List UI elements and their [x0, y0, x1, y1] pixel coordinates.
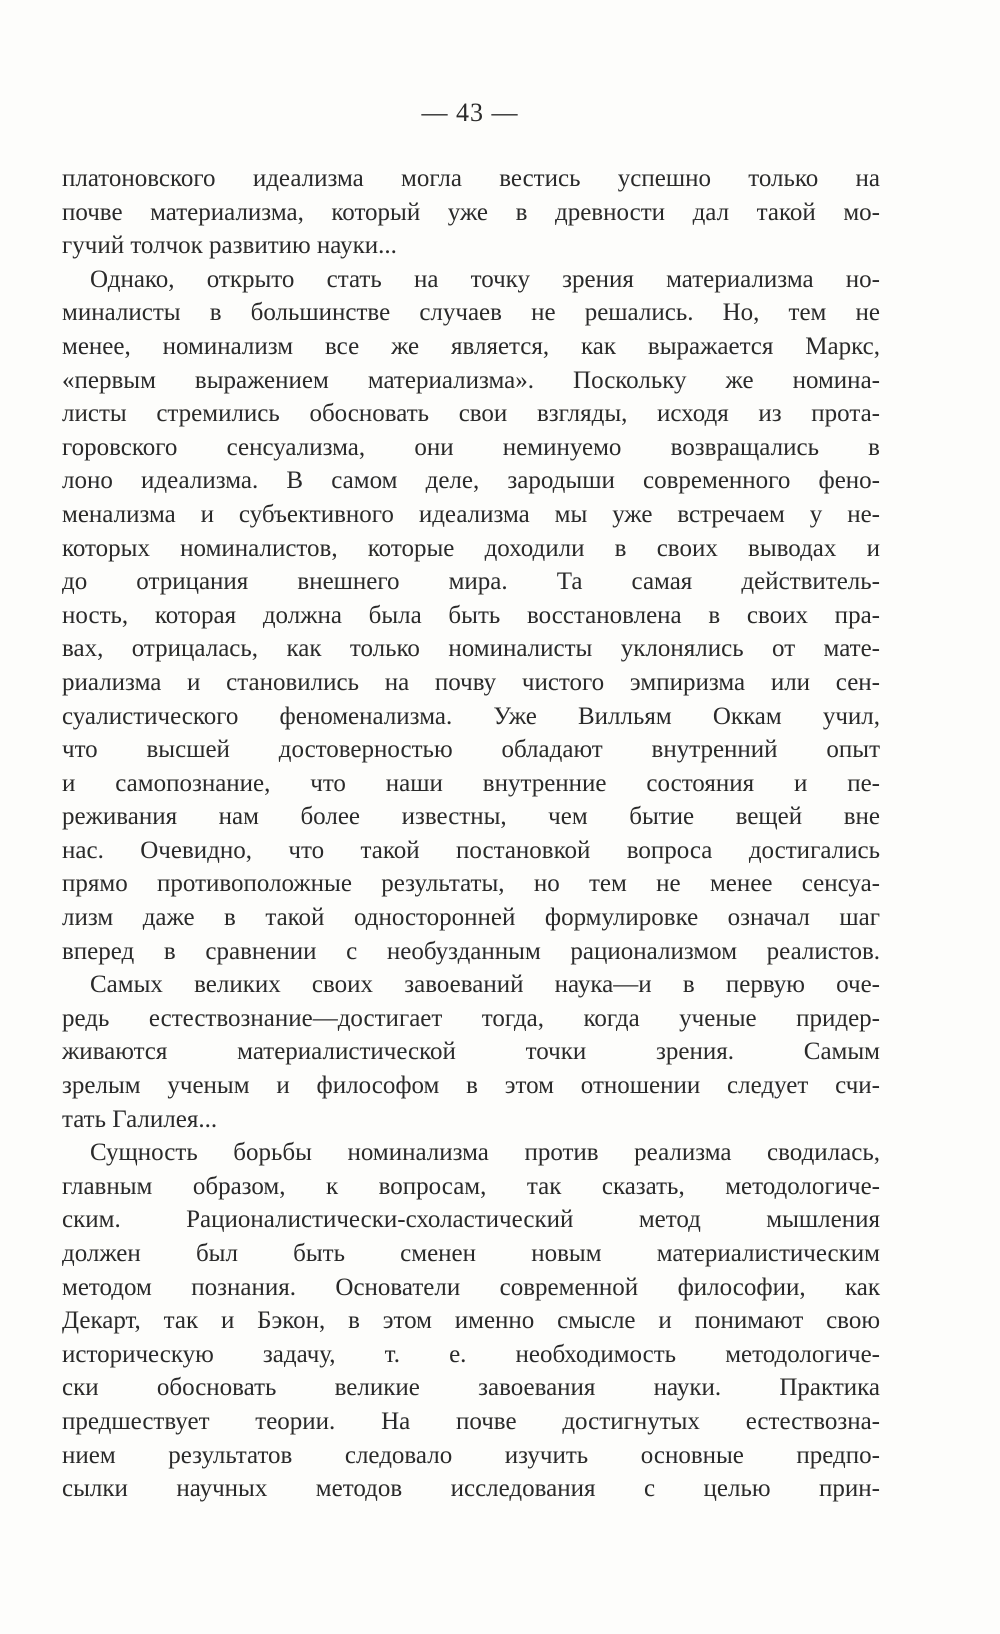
- text-line: должен был быть сменен новым материалистическим: [62, 1240, 880, 1267]
- text-line: Однако, открыто стать на точку зрения материализма но-: [90, 265, 880, 293]
- text-line: гучий толчок развитию науки...: [62, 232, 397, 260]
- page-number: — 43 —: [421, 98, 519, 127]
- text-line: нием результатов следовало изучить основные предпо-: [62, 1441, 880, 1469]
- text-line: методом познания. Основатели современной философии, как: [62, 1273, 880, 1301]
- text-line: риализма и становились на почву чистого эмпиризма или сен-: [62, 668, 880, 696]
- text-line: миналисты в большинстве случаев не решались. Но, тем не: [62, 299, 880, 327]
- text-line: менее, номинализм все же является, как выражается Маркс,: [62, 332, 880, 360]
- text-line: зрелым ученым и философом в этом отношении следует счи-: [62, 1072, 880, 1100]
- text-line: прямо противоположные результаты, но тем не менее сенсуа-: [62, 870, 880, 898]
- body-text: [62, 162, 880, 1506]
- text-line: Самых великих своих завоеваний наука—и в первую оче-: [90, 971, 880, 999]
- text-line: тать Галилея...: [62, 1105, 218, 1133]
- text-line: что высшей достоверностью обладают внутренний опыт: [62, 736, 880, 764]
- text-line: «первым выражением материализма». Поскольку же номина-: [62, 366, 880, 394]
- text-line: историческую задачу, т. е. необходимость методологиче-: [62, 1340, 880, 1368]
- text-line: листы стремились обосновать свои взгляды, исходя из прота-: [62, 400, 880, 428]
- text-line: Декарт, так и Бэкон, в этом именно смысле и понимают свою: [62, 1307, 880, 1335]
- text-line: живаются материалистической точки зрения. Самым: [62, 1038, 880, 1066]
- text-line: менализма и субъективного идеализма мы уже встречаем у не-: [62, 500, 880, 528]
- text-line: до отрицания внешнего мира. Та самая действитель-: [62, 568, 880, 596]
- text-line: ским. Рационалистически-схоластический метод мышления: [62, 1206, 880, 1234]
- text-line: горовского сенсуализма, они неминуемо возвращались в: [62, 433, 880, 461]
- text-line: вперед в сравнении с необузданным рационализмом реалистов.: [62, 937, 880, 965]
- text-line: предшествует теории. На почве достигнутых естествозна-: [62, 1407, 880, 1435]
- text-line: которых номиналистов, которые доходили в своих выводах и: [62, 534, 880, 562]
- text-line: сылки научных методов исследования с целью прин-: [62, 1475, 880, 1503]
- text-line: реживания нам более известны, чем бытие вещей вне: [62, 803, 880, 831]
- text-line: редь естествознание—достигает тогда, когда ученые придер-: [62, 1004, 880, 1032]
- text-line: и самопознание, что наши внутренние состояния и пе-: [62, 769, 880, 797]
- text-line: суалистического феноменализма. Уже Вилльям Оккам учил,: [62, 702, 880, 730]
- text-line: нас. Очевидно, что такой постановкой вопроса достигались: [62, 836, 880, 864]
- text-line: ски обосновать великие завоевания науки. Практика: [62, 1374, 880, 1402]
- text-line: лизм даже в такой односторонней формулировке означал шаг: [62, 904, 880, 932]
- text-line: платоновского идеализма могла вестись успешно только на: [62, 165, 880, 192]
- text-line: ность, которая должна была быть восстановлена в своих пра-: [62, 601, 880, 629]
- text-line: главным образом, к вопросам, так сказать, методологиче-: [62, 1172, 880, 1200]
- text-line: Сущность борьбы номинализма против реализма сводилась,: [90, 1139, 880, 1167]
- text-line: вах, отрицалась, как только номиналисты уклонялись от мате-: [62, 635, 880, 663]
- text-line: лоно идеализма. В самом деле, зародыши современного фено-: [62, 467, 880, 495]
- text-line: почве материализма, который уже в древности дал такой мо-: [62, 198, 880, 226]
